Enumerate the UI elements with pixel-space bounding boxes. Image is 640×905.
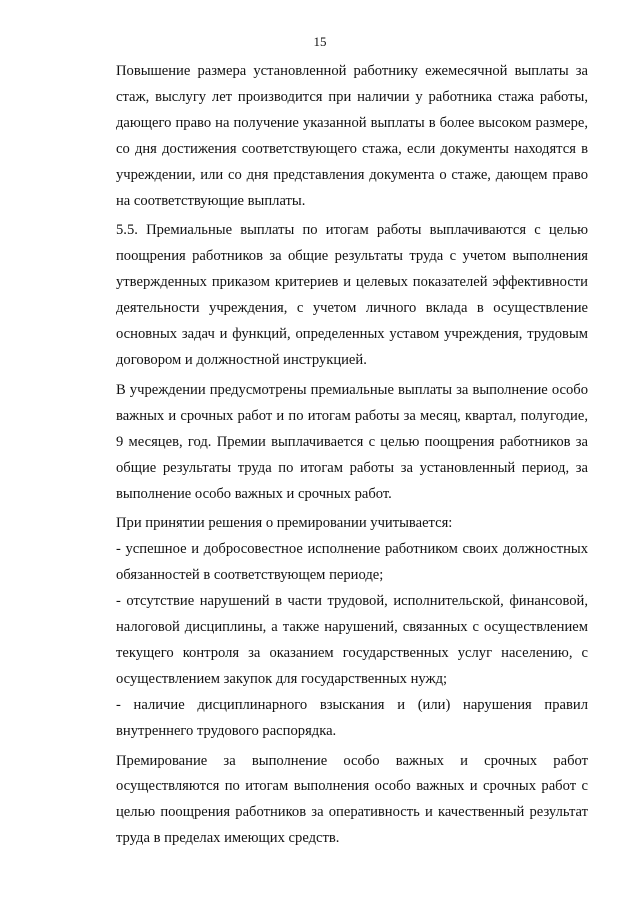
page-number: 15 xyxy=(313,34,327,49)
paragraph-service-length-increase: Повышение размера установленной работнику ежемесячной выплаты за стаж, выслугу лет производится при наличии у работника стажа работы, дающего право на получение указанной выплаты в более высоком размере, со дня достижения соответствующего стажа, если документы находятся в учреждении, или со дня представления документа о стаже, дающем право на соответствующие выплаты. xyxy=(116,63,588,209)
list-item-disciplinary-action: - наличие дисциплинарного взыскания и (или) нарушения правил внутреннего трудового распорядка. xyxy=(116,696,588,739)
paragraph-bonus-types: В учреждении предусмотрены премиальные выплаты за выполнение особо важных и срочных работ и по итогам работы за месяц, квартал, полугодие, 9 месяцев, год. Премии выплачивается с целью поощрения работников за общие результаты труда по итогам работы за установленный период, за выполнение особо важных и срочных работ. xyxy=(116,381,588,502)
paragraph-urgent-work-bonus: Премирование за выполнение особо важных и срочных работ осуществляются по итогам выполнения особо важных и срочных работ с целью поощрения работников за оперативность и качественный результат труда в пределах имеющих средств. xyxy=(116,752,588,847)
document-body xyxy=(116,59,588,852)
list-item-diligent-performance: - успешное и добросовестное исполнение работником своих должностных обязанностей в соответствующем периоде; xyxy=(116,541,588,584)
paragraph-bonus-payments: 5.5. Премиальные выплаты по итогам работы выплачиваются с целью поощрения работников за общие результаты труда с учетом выполнения утвержденных приказом критериев и целевых показателей эффективности деятельности учреждения, с учетом личного вклада в осуществление основных задач и функций, определенных уставом учреждения, трудовым договором и должностной инструкцией. xyxy=(116,222,588,368)
list-item-no-violations: - отсутствие нарушений в части трудовой, исполнительской, финансовой, налоговой дисциплины, а также нарушений, связанных с осуществлением текущего контроля за оказанием государственных услуг населению, с осуществлением закупок для государственных нужд; xyxy=(116,593,588,687)
paragraph-bonus-criteria-intro: При принятии решения о премировании учитывается: xyxy=(116,515,453,532)
